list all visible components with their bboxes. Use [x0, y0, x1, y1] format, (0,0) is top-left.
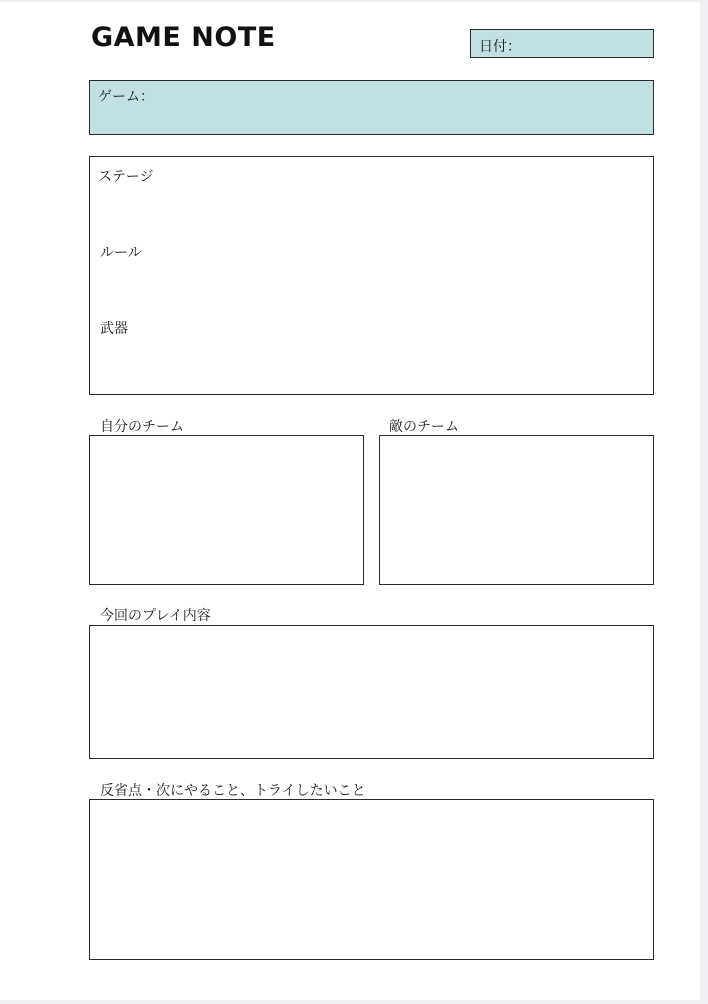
- game-field[interactable]: [89, 80, 654, 135]
- weapon-label: 武器: [100, 321, 128, 337]
- play-content-box[interactable]: [89, 625, 654, 759]
- page-title: GAME NOTE: [91, 22, 276, 53]
- rule-label: ルール: [100, 245, 142, 261]
- play-content-label: 今回のプレイ内容: [100, 608, 211, 624]
- game-label: ゲーム：: [98, 89, 154, 105]
- date-field[interactable]: [470, 29, 654, 58]
- enemy-team-box[interactable]: [379, 435, 654, 585]
- date-label: 日付：: [479, 39, 521, 55]
- reflection-label: 反省点・次にやること、トライしたいこと: [100, 783, 366, 799]
- my-team-label: 自分のチーム: [100, 419, 184, 435]
- game-details-box[interactable]: [89, 156, 654, 395]
- stage-label: ステージ: [98, 169, 154, 185]
- my-team-box[interactable]: [89, 435, 364, 585]
- note-page: [0, 2, 700, 1000]
- reflection-box[interactable]: [89, 799, 654, 960]
- enemy-team-label: 敵のチーム: [389, 419, 459, 435]
